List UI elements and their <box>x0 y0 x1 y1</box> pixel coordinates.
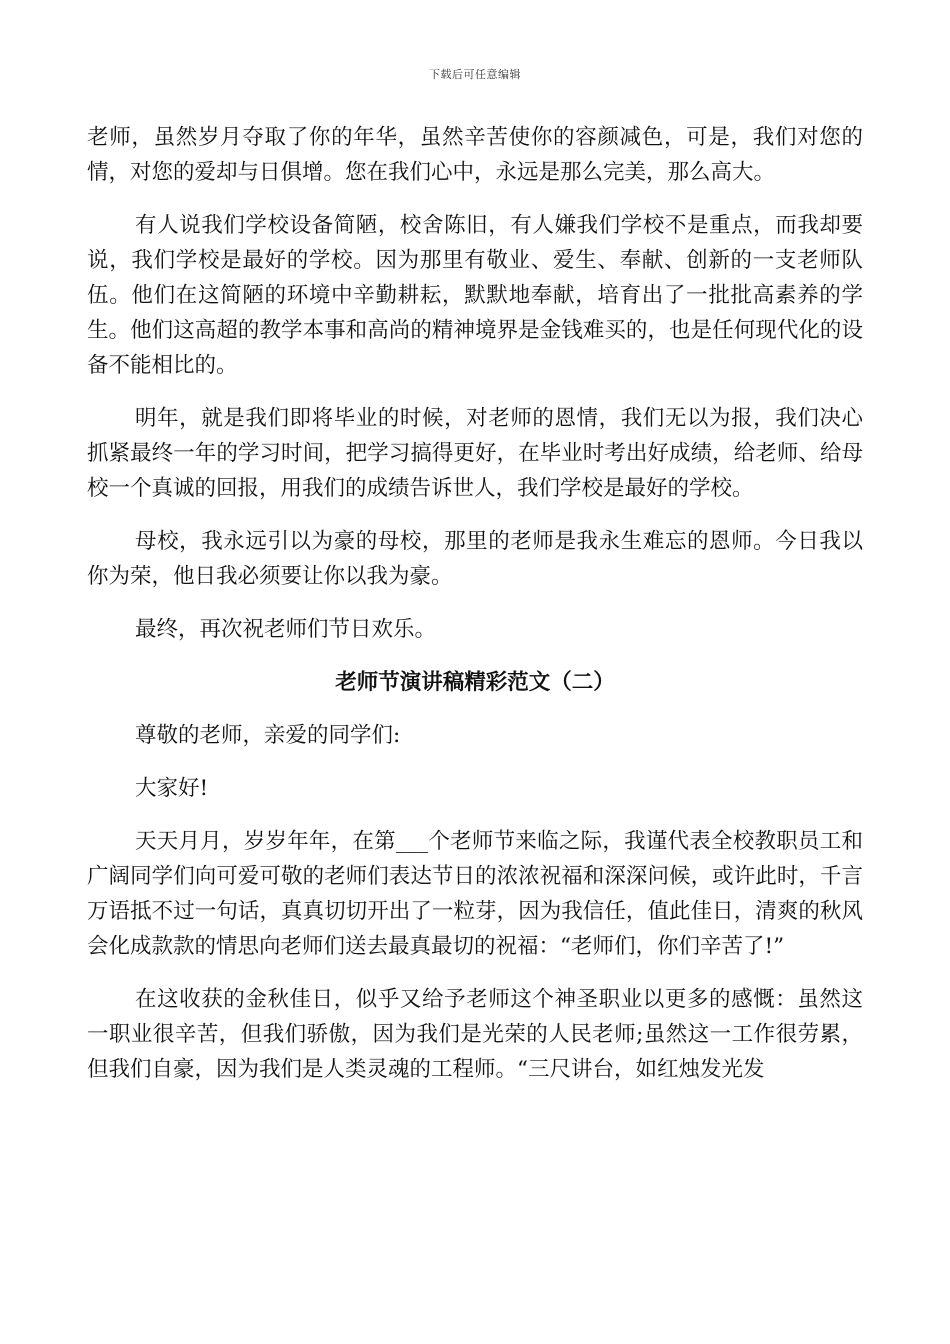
paragraph-school: 有人说我们学校设备简陋，校舍陈旧，有人嫌我们学校不是重点，而我却要说，我们学校是最好的学校。因为那里有敬业、爱生、奉献、创新的一支老师队伍。他们在这简陋的环境中辛勤耕耘，默默地奉献，培育出了一批批高素养的学生。他们这高超的教学本事和高尚的精神境界是金钱难买的，也是任何现代化的设备不能相比的。 <box>87 213 863 378</box>
paragraph-harvest: 在这收获的金秋佳日，似乎又给予老师这个神圣职业以更多的感慨：虽然这一职业很辛苦，但我们骄傲，因为我们是光荣的人民老师;虽然这一工作很劳累，但我们自豪，因为我们是人类灵魂的工程师。“三尺讲台，如红烛发光发 <box>87 987 863 1082</box>
page-header: 下载后可任意编辑 <box>429 68 521 81</box>
paragraph-alma-mater: 母校，我永远引以为豪的母校，那里的老师是我永生难忘的恩师。今日我以你为荣，他日我必须要让你以我为豪。 <box>87 529 863 589</box>
paragraph-greeting: 大家好! <box>135 776 209 801</box>
paragraph-salutation: 尊敬的老师，亲爱的同学们: <box>135 723 401 748</box>
paragraph-graduation: 明年，就是我们即将毕业的时候，对老师的恩情，我们无以为报，我们决心抓紧最终一年的学习时间，把学习搞得更好，在毕业时考出好成绩，给老师、给母校一个真诚的回报，用我们的成绩告诉世人，我们学校是最好的学校。 <box>87 406 863 501</box>
paragraph-teachers-day: 天天月月，岁岁年年，在第___个老师节来临之际，我谨代表全校教职员工和广阔同学们向可爱可敬的老师们表达节日的浓浓祝福和深深问候，或许此时，千言万语抵不过一句话，真真切切开出了一粒芽，因为我信任，值此佳日，清爽的秋风会化成款款的情思向老师们送去最真最切的祝福：“老师们，你们辛苦了!” <box>87 829 863 959</box>
section-title: 老师节演讲稿精彩范文（二） <box>335 670 615 695</box>
document-body <box>87 120 863 1087</box>
paragraph-closing: 最终，再次祝老师们节日欢乐。 <box>135 617 437 642</box>
paragraph-continuation: 老师，虽然岁月夺取了你的年华，虽然辛苦使你的容颜减色，可是，我们对您的情，对您的爱却与日俱增。您在我们心中，永远是那么完美，那么高大。 <box>87 125 863 185</box>
